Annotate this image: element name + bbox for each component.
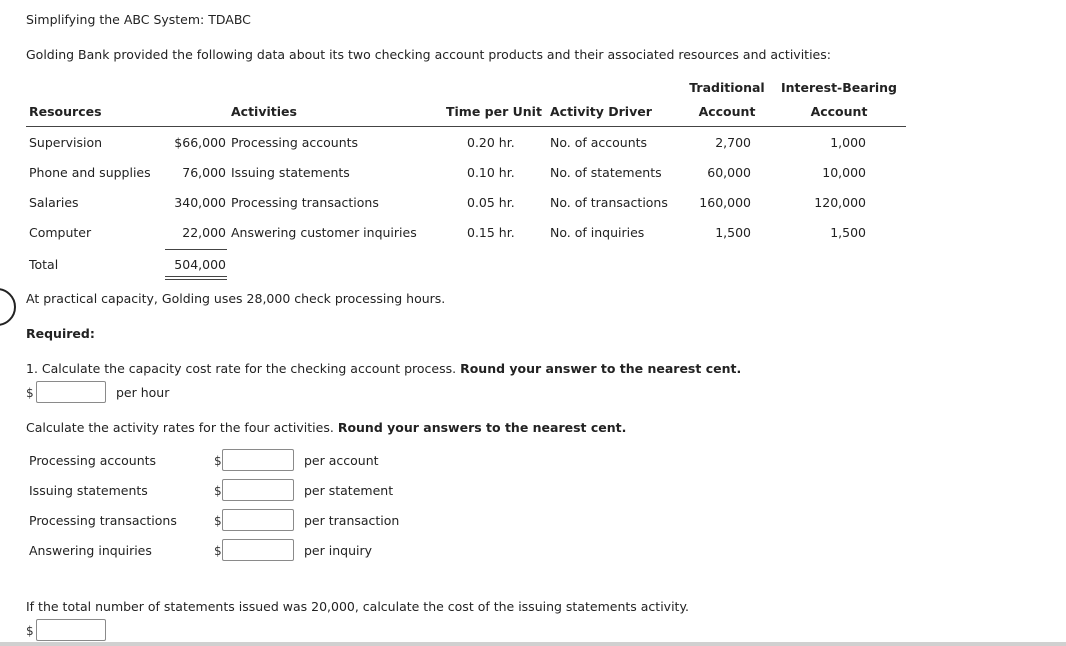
header-activity-driver: Activity Driver [550,104,652,119]
activity-rate-input-issuing-statements[interactable] [222,479,294,501]
activity-rate-unit: per statement [304,483,394,498]
header-traditional-top: Traditional [689,80,765,95]
activity-rate-unit: per transaction [304,513,400,528]
issuing-statements-cost-input[interactable] [36,619,106,641]
table-row-time: 0.10 hr. [467,165,515,180]
total-top-rule [165,249,227,250]
table-row-activity: Answering customer inquiries [231,225,417,240]
activity-rate-currency: $ [214,544,222,558]
table-row-traditional: 60,000 [707,165,751,180]
table-row-time: 0.05 hr. [467,195,515,210]
table-row-amount: $66,000 [174,135,226,150]
intro-text: Golding Bank provided the following data about its two checking account products and their associated resources and activities: [26,47,831,62]
q1-prompt: 1. Calculate the capacity cost rate for the checking account process. Round your answer to the nearest cent. [26,361,742,376]
table-row-interest: 10,000 [822,165,866,180]
header-interest-bottom: Account [810,104,868,119]
table-row-driver: No. of inquiries [550,225,645,240]
header-activities: Activities [231,104,297,119]
header-interest-top: Interest-Bearing [781,80,897,95]
table-row-amount: 340,000 [174,195,226,210]
table-row-resource: Phone and supplies [29,165,151,180]
activity-rate-input-answering-inquiries[interactable] [222,539,294,561]
table-row-traditional: 160,000 [699,195,751,210]
table-row-activity: Processing transactions [231,195,379,210]
activity-rate-unit: per inquiry [304,543,372,558]
total-double-rule-2 [165,279,227,280]
q3-currency: $ [26,624,34,638]
activity-rate-label: Processing transactions [29,513,177,528]
table-row-interest: 120,000 [814,195,866,210]
q1-unit: per hour [116,385,170,400]
activity-rate-label: Issuing statements [29,483,148,498]
table-row-resource: Supervision [29,135,103,150]
capacity-rate-input[interactable] [36,381,106,403]
table-row-traditional: 1,500 [715,225,751,240]
header-resources: Resources [29,104,102,119]
activity-rate-input-processing-accounts[interactable] [222,449,294,471]
bottom-scroll-edge [0,642,1066,646]
table-row-driver: No. of transactions [550,195,668,210]
capacity-note: At practical capacity, Golding uses 28,000 check processing hours. [26,291,446,306]
table-row-amount: 22,000 [182,225,226,240]
activity-rate-currency: $ [214,454,222,468]
q1-currency: $ [26,386,34,400]
page-title: Simplifying the ABC System: TDABC [26,12,251,27]
header-rule [26,126,906,127]
q3-prompt: If the total number of statements issued was 20,000, calculate the cost of the issuing statements activity. [26,599,690,614]
total-label: Total [29,257,59,272]
activity-rate-unit: per account [304,453,379,468]
table-row-interest: 1,500 [830,225,866,240]
table-row-time: 0.15 hr. [467,225,515,240]
table-row-activity: Processing accounts [231,135,359,150]
activity-rate-currency: $ [214,484,222,498]
activity-rate-label: Answering inquiries [29,543,152,558]
header-time-per-unit: Time per Unit [446,104,542,119]
table-row-driver: No. of statements [550,165,662,180]
header-traditional-bottom: Account [698,104,756,119]
table-row-amount: 76,000 [182,165,226,180]
q2-prompt: Calculate the activity rates for the four activities. Round your answers to the nearest cent. [26,420,627,435]
total-amount: 504,000 [174,257,226,272]
activity-rate-label: Processing accounts [29,453,157,468]
activity-rate-currency: $ [214,514,222,528]
nav-circle-icon [0,288,16,326]
table-row-resource: Computer [29,225,92,240]
table-row-traditional: 2,700 [715,135,751,150]
table-row-resource: Salaries [29,195,79,210]
table-row-interest: 1,000 [830,135,866,150]
activity-rate-input-processing-transactions[interactable] [222,509,294,531]
table-row-activity: Issuing statements [231,165,350,180]
required-label: Required: [26,326,95,341]
table-row-time: 0.20 hr. [467,135,515,150]
total-double-rule-1 [165,276,227,277]
table-row-driver: No. of accounts [550,135,648,150]
